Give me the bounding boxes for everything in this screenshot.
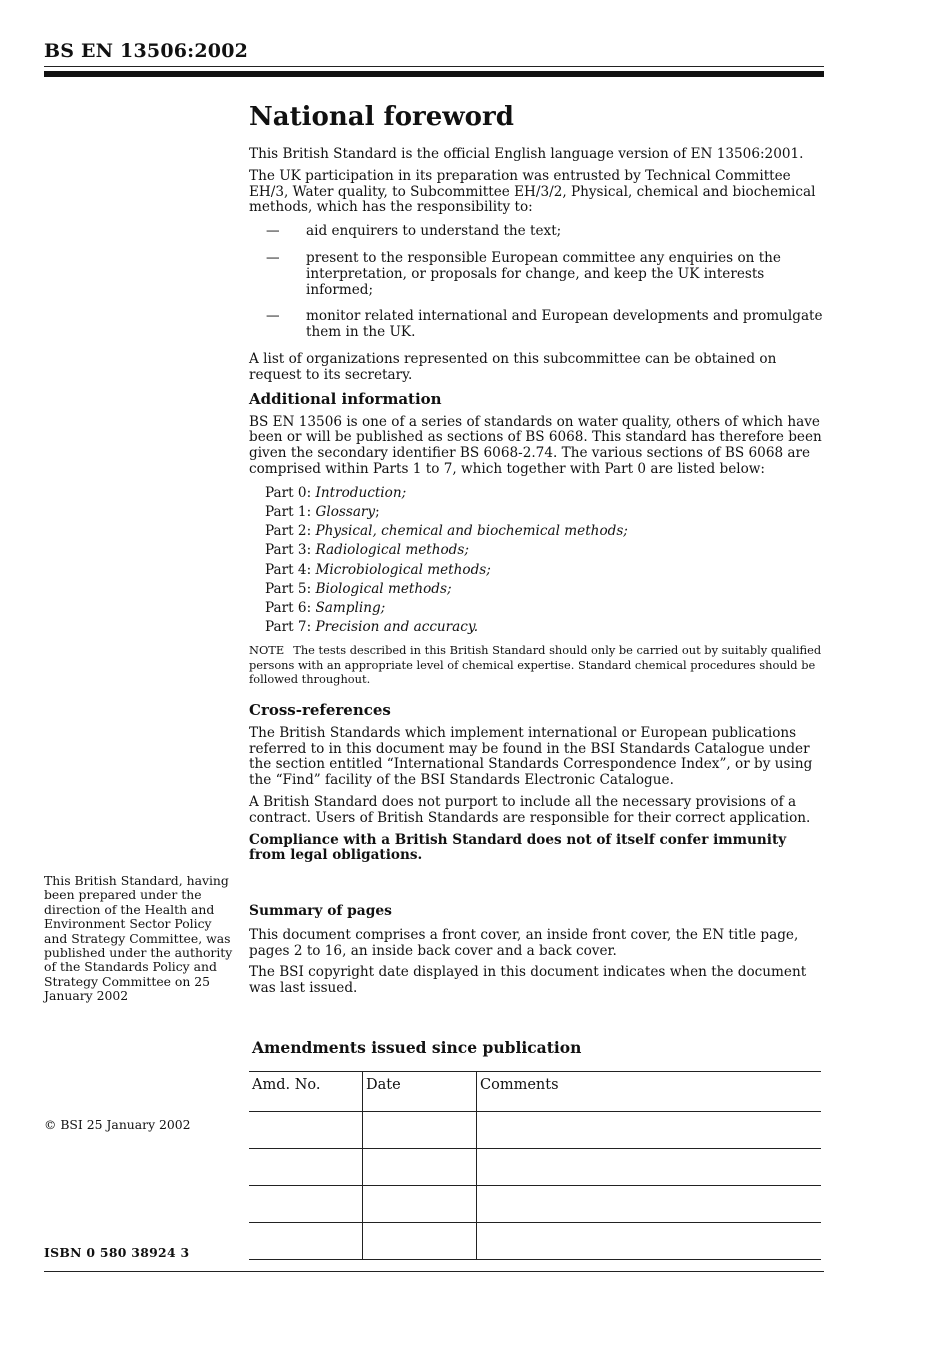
part-label: Part 6: xyxy=(265,599,312,616)
list-item xyxy=(249,224,824,240)
part-label: Part 5: xyxy=(265,580,312,597)
list-item-text: present to the responsible European committee any enquiries on the interpretation, or proposals for change, and keep the UK interests informed; xyxy=(306,249,781,298)
cross-references-heading: Cross-references xyxy=(249,700,391,719)
table-cell xyxy=(363,1149,477,1186)
isbn: ISBN 0 580 38924 3 xyxy=(44,1245,190,1260)
part-name: Glossary xyxy=(315,503,376,520)
part-label: Part 4: xyxy=(265,561,312,578)
page-title: National foreword xyxy=(249,102,514,132)
dash-bullet: — xyxy=(266,249,280,266)
summary-heading: Summary of pages xyxy=(249,903,392,919)
part-name: Sampling; xyxy=(315,599,386,616)
part-label: Part 2: xyxy=(265,523,312,540)
note-label: NOTE xyxy=(249,643,285,658)
list-item-text: aid enquirers to understand the text; xyxy=(306,223,562,240)
table-cell xyxy=(249,1112,363,1149)
table-cell xyxy=(249,1186,363,1223)
compliance-statement: Compliance with a British Standard does not of itself confer immunity from legal obligations. xyxy=(249,831,787,864)
safety-note xyxy=(249,643,824,687)
part-item xyxy=(265,599,824,618)
table-cell xyxy=(363,1223,477,1260)
header-rule-thick xyxy=(44,71,824,77)
part-name: Biological methods; xyxy=(315,580,452,597)
standard-id: BS EN 13506:2002 xyxy=(44,40,249,62)
part-name: Introduction; xyxy=(315,484,407,501)
summary-of-pages xyxy=(249,904,824,1003)
column-header-comments: Comments xyxy=(477,1072,822,1112)
table-cell xyxy=(249,1223,363,1260)
summary-text-2: The BSI copyright date displayed in this document indicates when the document was last issued. xyxy=(249,964,807,997)
table-row xyxy=(249,1149,821,1186)
part-item xyxy=(265,522,824,541)
additional-information-heading: Additional information xyxy=(249,389,442,408)
part-item xyxy=(265,580,824,599)
note-text: The tests described in this British Standard should only be carried out by suitably qualified persons with an appropriate level of chemical expertise. Standard chemical procedures should be followed throughout. xyxy=(249,643,822,687)
responsibility-list xyxy=(249,224,824,341)
part-label: Part 0: xyxy=(265,484,312,501)
list-item xyxy=(249,309,824,341)
cross-references-text-1: The British Standards which implement international or European publications referred to in this document may be found in the BSI Standards Catalogue under the section entitled “International Standards Correspondence Index”, or by using the “Find” facility of the BSI Standards Electronic Catalogue. xyxy=(249,724,813,789)
part-label: Part 7: xyxy=(265,619,312,636)
table-cell xyxy=(477,1223,822,1260)
part-suffix: ; xyxy=(375,503,380,520)
organizations-paragraph: A list of organizations represented on this subcommittee can be obtained on request to its secretary. xyxy=(249,350,777,383)
table-cell xyxy=(477,1186,822,1223)
part-item xyxy=(265,541,824,560)
column-header-amd-no: Amd. No. xyxy=(249,1072,363,1112)
amendments-table xyxy=(249,1071,821,1260)
part-item xyxy=(265,484,824,503)
summary-text-1: This document comprises a front cover, an inside front cover, the EN title page, pages 2 to 16, an inside back cover and a back cover. xyxy=(249,926,799,959)
table-row xyxy=(249,1186,821,1223)
part-name: Microbiological methods; xyxy=(315,561,491,578)
copyright-notice: © BSI 25 January 2002 xyxy=(44,1117,191,1132)
dash-bullet: — xyxy=(266,223,280,240)
table-cell xyxy=(363,1112,477,1149)
intro-paragraph-2: The UK participation in its preparation was entrusted by Technical Committee EH/3, Water quality, to Subcommittee EH/3/2, Physical, chemical and biochemical methods, which has the responsibility to: xyxy=(249,167,816,216)
dash-bullet: — xyxy=(266,308,280,325)
table-cell xyxy=(249,1149,363,1186)
part-item xyxy=(265,561,824,580)
column-header-date: Date xyxy=(363,1072,477,1112)
list-item xyxy=(249,251,824,298)
table-header-row xyxy=(249,1072,821,1112)
part-item xyxy=(265,503,824,522)
publication-side-note: This British Standard, having been prepared under the direction of the Health and Environment Sector Policy and Strategy Committee, was published under the authority of the Standards Policy and Strategy Committee on 25 January 2002 xyxy=(44,873,233,1004)
part-name: Precision and accuracy. xyxy=(315,619,479,636)
table-row xyxy=(249,1223,821,1260)
intro-paragraph-1: This British Standard is the official English language version of EN 13506:2001. xyxy=(249,146,804,162)
additional-information-text: BS EN 13506 is one of a series of standards on water quality, others of which have been or will be published as sections of BS 6068. This standard has therefore been given the secondary identifier BS 6068-2.74. The various sections of BS 6068 are comprised within Parts 1 to 7, which together with Part 0 are listed below: xyxy=(249,413,822,477)
table-row xyxy=(249,1112,821,1149)
part-label: Part 1: xyxy=(265,503,312,520)
part-name: Radiological methods; xyxy=(315,542,469,559)
list-item-text: monitor related international and European developments and promulgate them in the UK. xyxy=(306,308,823,341)
table-cell xyxy=(477,1112,822,1149)
part-label: Part 3: xyxy=(265,542,312,559)
footer-rule xyxy=(44,1271,824,1272)
cross-references-text-2: A British Standard does not purport to include all the necessary provisions of a contract. Users of British Standards are responsible for their correct application. xyxy=(249,794,811,826)
table-cell xyxy=(477,1149,822,1186)
main-content xyxy=(249,102,824,870)
part-name: Physical, chemical and biochemical methods; xyxy=(315,523,628,540)
part-item xyxy=(265,618,824,637)
header-rule-thin xyxy=(44,66,824,67)
parts-list xyxy=(265,484,824,638)
amendments-heading: Amendments issued since publication xyxy=(252,1038,582,1057)
table-cell xyxy=(363,1186,477,1223)
